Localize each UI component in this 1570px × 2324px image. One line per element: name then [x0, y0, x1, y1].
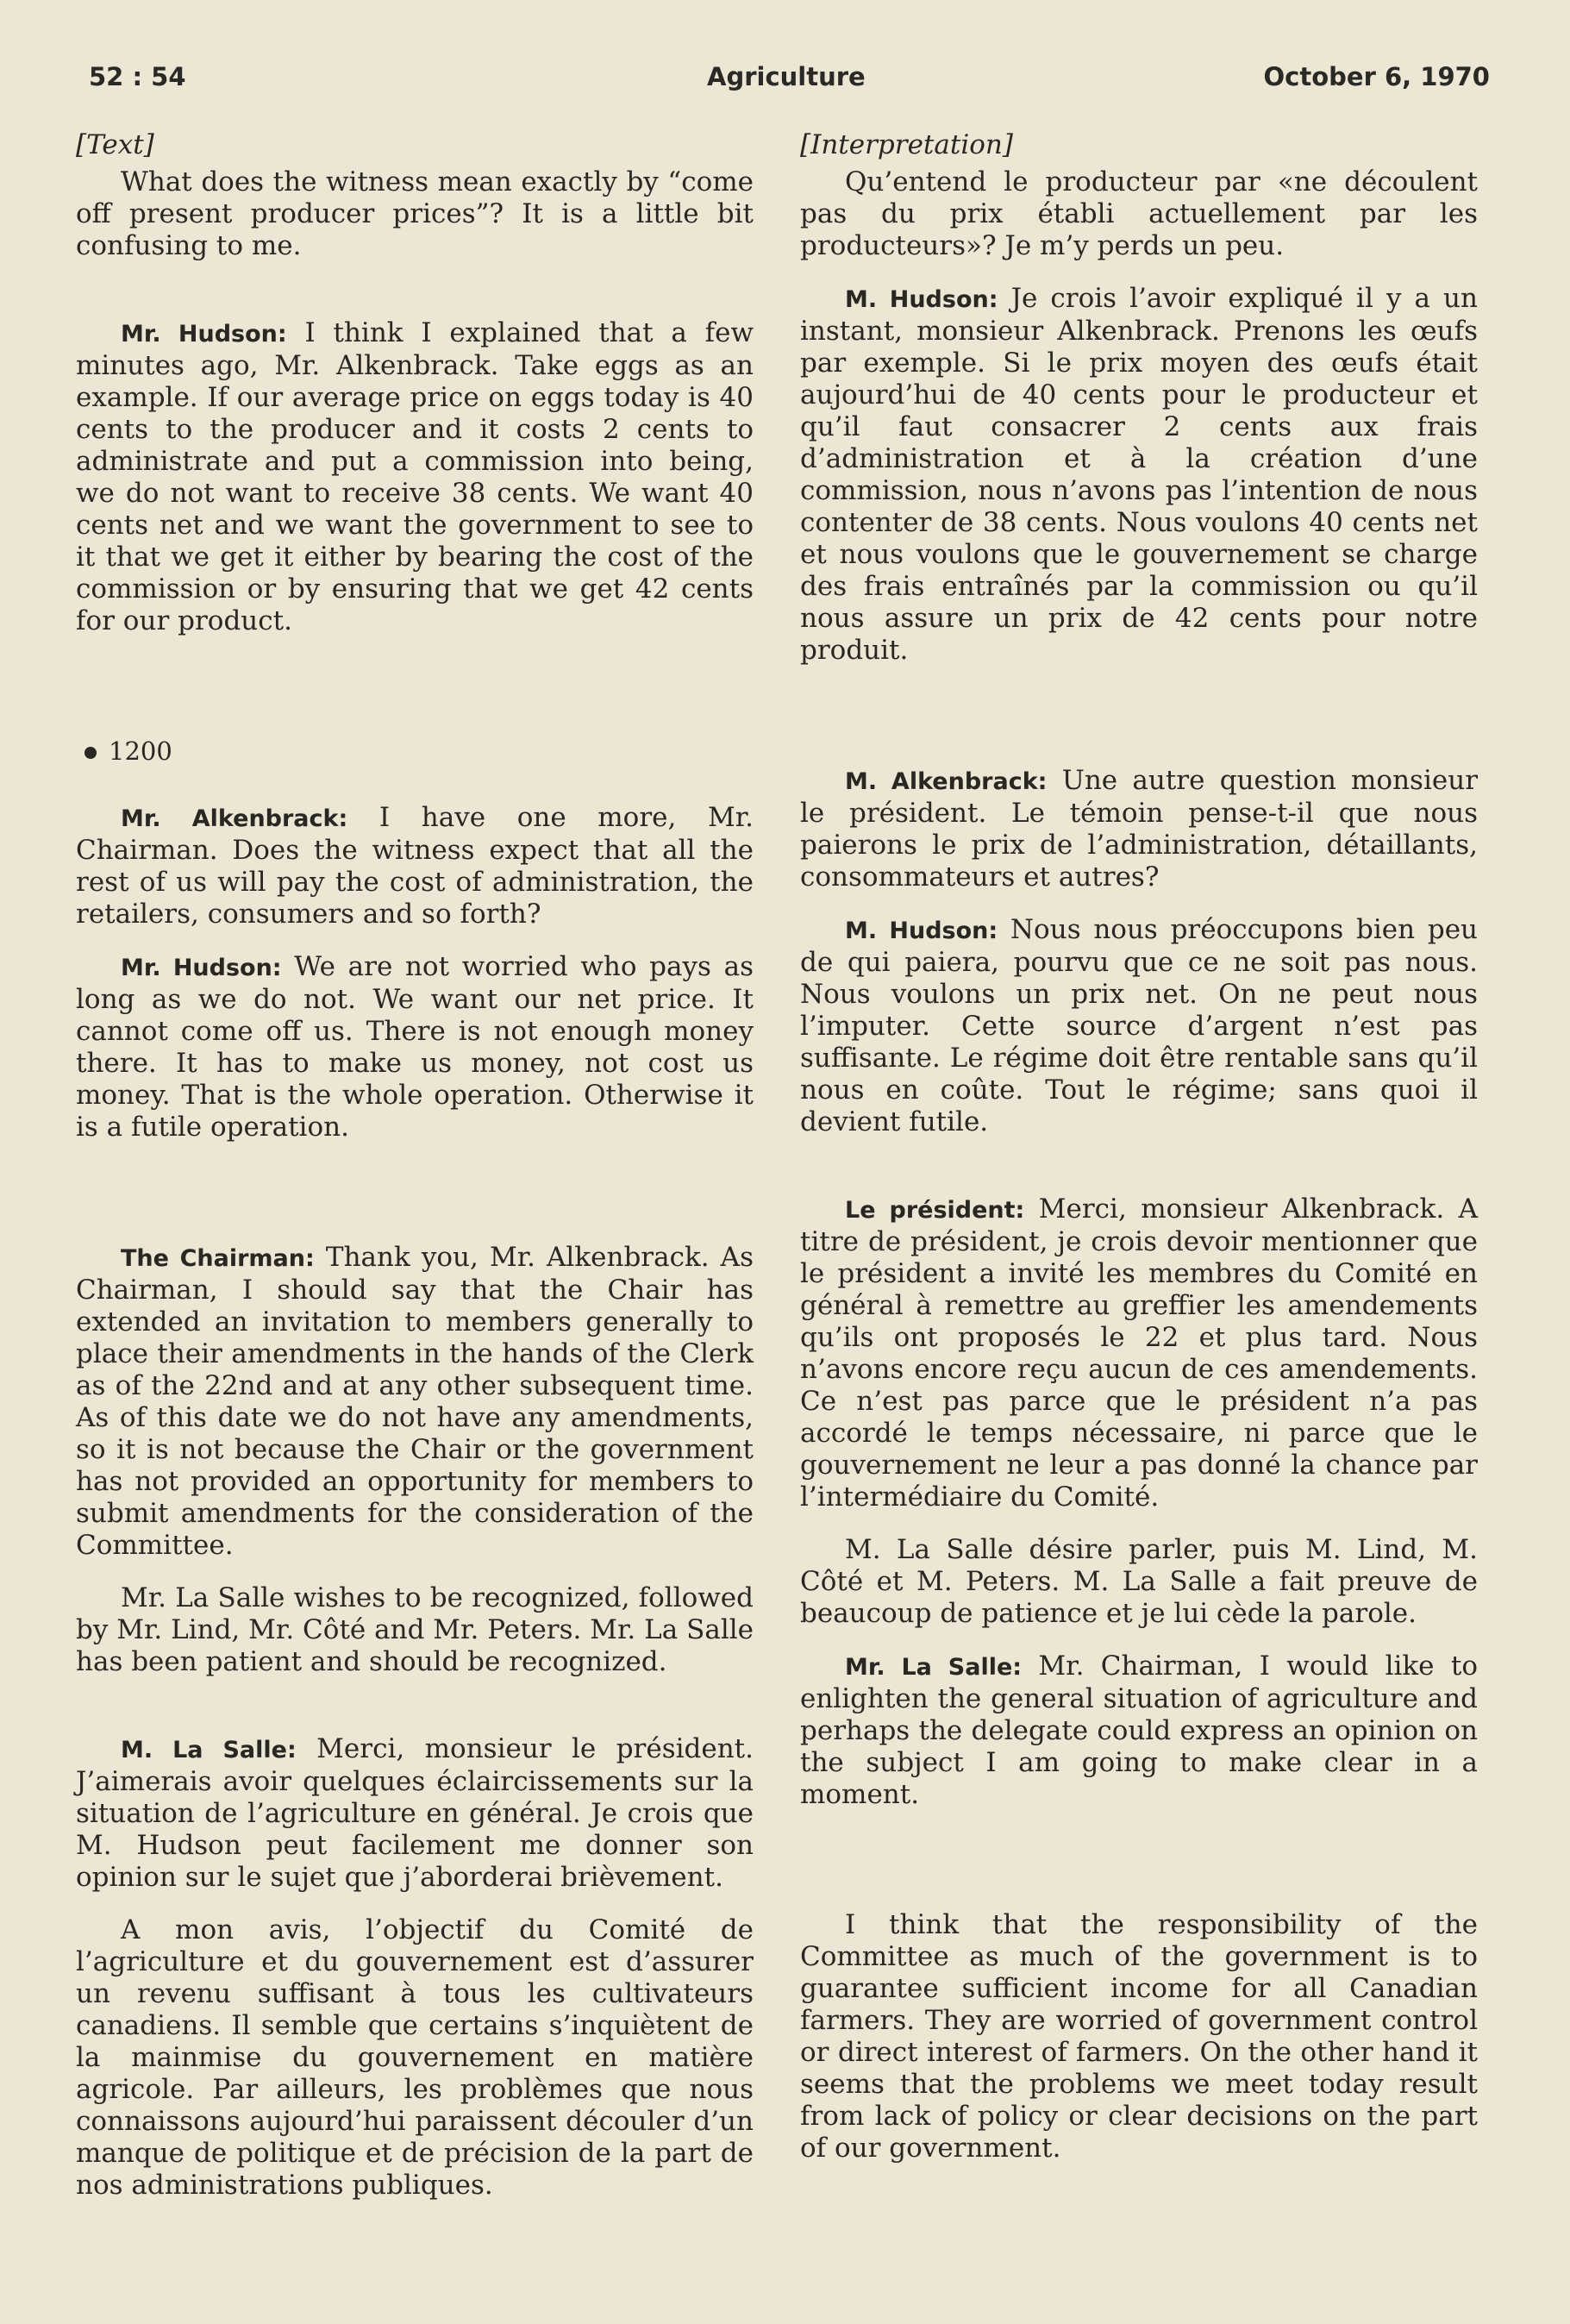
speaker-name: M. La Salle: — [121, 1737, 297, 1763]
speech-text: Merci, monsieur Alkenbrack. A titre de président, je crois devoir mentionner que le président a invité les membres du Comité en général à remettre au greffier les amendements qu’ils ont proposés le 22 et plus tard. Nous n’avons encore reçu aucun de ces amendements. Ce n’est pas parce que le président n’a pas accordé le temps nécessaire, ni parce que le gouvernement ne leur a pas donné la chance par l’intermédiaire du Comité. — [800, 1193, 1478, 1513]
paragraph: M. La Salle désire parler, puis M. Lind, M. Côté et M. Peters. M. La Salle a fait preuve de beaucoup de patience et je lui cède la parole. — [800, 1534, 1478, 1629]
speech-text: Mr. Chairman, I would like to enlighten the general situation of agriculture and perhaps the delegate could express an opinion on the subject I am going to make clear in a moment. — [800, 1651, 1478, 1810]
paragraph — [76, 1733, 754, 1894]
speech-text: Merci, monsieur le président. J’aimerais avoir quelques éclaircissements sur la situation de l’agriculture en général. Je crois que M. Hudson peut facilement me donner son opinion sur le sujet que j’aborderai brièvement. — [76, 1733, 754, 1893]
paragraph — [800, 1651, 1478, 1811]
paragraph: Mr. La Salle wishes to be recognized, followed by Mr. Lind, Mr. Côté and Mr. Peters. Mr. La Salle has been patient and should be recognized. — [76, 1582, 754, 1677]
page-date: October 6, 1970 — [1263, 62, 1490, 91]
page-number: 52 : 54 — [89, 62, 186, 91]
speech-text: Une autre question monsieur le président. Le témoin pense-t-il que nous paierons le prix de l’administration, détaillants, consommateurs et autres? — [800, 765, 1479, 893]
speaker-name: M. Hudson: — [845, 286, 998, 313]
paragraph — [800, 1193, 1478, 1513]
paragraph — [76, 802, 754, 930]
time-marker-text: 1200 — [109, 736, 172, 766]
paragraph — [76, 317, 754, 637]
section-title: Agriculture — [707, 62, 866, 91]
paragraph — [76, 1242, 754, 1562]
language-label-interpretation: [Interpretation] — [800, 129, 1013, 160]
speaker-name: M. Hudson: — [845, 918, 998, 944]
speaker-name: The Chairman: — [121, 1245, 315, 1272]
paragraph: Qu’entend le producteur par «ne découlent pas du prix établi actuellement par les producteurs»? Je m’y perds un peu. — [800, 166, 1478, 261]
paragraph: A mon avis, l’objectif du Comité de l’agriculture et du gouvernement est d’assurer un revenu suffisant à tous les cultivateurs canadiens. Il semble que certains s’inquiètent de la mainmise du gouvernement en matière agricole. Par ailleurs, les problèmes que nous connaissons aujourd’hui paraissent découler d’un manque de politique et de précision de la part de nos administrations publiques. — [76, 1914, 754, 2201]
speaker-name: Mr. Alkenbrack: — [121, 805, 348, 832]
speaker-name: Mr. Hudson: — [121, 321, 287, 348]
bullet-icon — [84, 747, 97, 759]
speaker-name: M. Alkenbrack: — [845, 768, 1048, 795]
paragraph: What does the witness mean exactly by “come off present producer prices”? It is a little bit confusing to me. — [76, 166, 754, 261]
speech-text: Thank you, Mr. Alkenbrack. As Chairman, I should say that the Chair has extended an invitation to members generally to place their amendments in the hands of the Clerk as of the 22nd and at any other subsequent time. As of this date we do not have any amendments, so it is not because the Chair or the government has not provided an opportunity for members to submit amendments for the consideration of the Committee. — [76, 1242, 754, 1561]
paragraph — [76, 951, 754, 1143]
speaker-name: Mr. Hudson: — [121, 955, 282, 981]
paragraph — [800, 765, 1478, 893]
time-marker — [84, 736, 754, 767]
speech-text: I have one more, Mr. Chairman. Does the witness expect that all the rest of us will pay the cost of administration, the retailers, consumers and so forth? — [76, 802, 754, 930]
language-label-text: [Text] — [76, 129, 154, 160]
speaker-name: Le président: — [845, 1197, 1025, 1224]
paragraph — [800, 283, 1478, 667]
speech-text: We are not worried who pays as long as we do not. We want our net price. It cannot come off us. There is not enough money there. It has to make us money, not cost us money. That is the whole operation. Otherwise it is a futile operation. — [76, 951, 754, 1143]
paragraph: I think that the responsibility of the Committee as much of the government is to guarantee sufficient income for all Canadian farmers. They are worried of government control or direct interest of farmers. On the other hand it seems that the problems we meet today result from lack of policy or clear decisions on the part of our government. — [800, 1909, 1478, 2164]
paragraph — [800, 914, 1478, 1138]
left-column — [76, 129, 754, 2222]
right-column — [800, 129, 1478, 2185]
speech-text: Je crois l’avoir expliqué il y a un instant, monsieur Alkenbrack. Prenons les œufs par exemple. Si le prix moyen des œufs était aujourd’hui de 40 cents pour le producteur et qu’il faut consacrer 2 cents aux frais d’administration et à la création d’une commission, nous n’avons pas l’intention de nous contenter de 38 cents. Nous voulons 40 cents net et nous voulons que le gouvernement se charge des frais entraînés par la commission ou qu’il nous assure un prix de 42 cents pour notre produit. — [800, 283, 1478, 666]
speech-text: I think I explained that a few minutes ago, Mr. Alkenbrack. Take eggs as an example. If our average price on eggs today is 40 cents to the producer and it costs 2 cents to administrate and put a commission into being, we do not want to receive 38 cents. We want 40 cents net and we want the government to see to it that we get it either by bearing the cost of the commission or by ensuring that we get 42 cents for our product. — [76, 317, 754, 636]
speech-text: Nous nous préoccupons bien peu de qui paiera, pourvu que ce ne soit pas nous. Nous voulons un prix net. On ne peut nous l’imputer. Cette source d’argent n’est pas suffisante. Le régime doit être rentable sans qu’il nous en coûte. Tout le régime; sans quoi il devient futile. — [800, 914, 1479, 1137]
speaker-name: Mr. La Salle: — [845, 1654, 1023, 1681]
